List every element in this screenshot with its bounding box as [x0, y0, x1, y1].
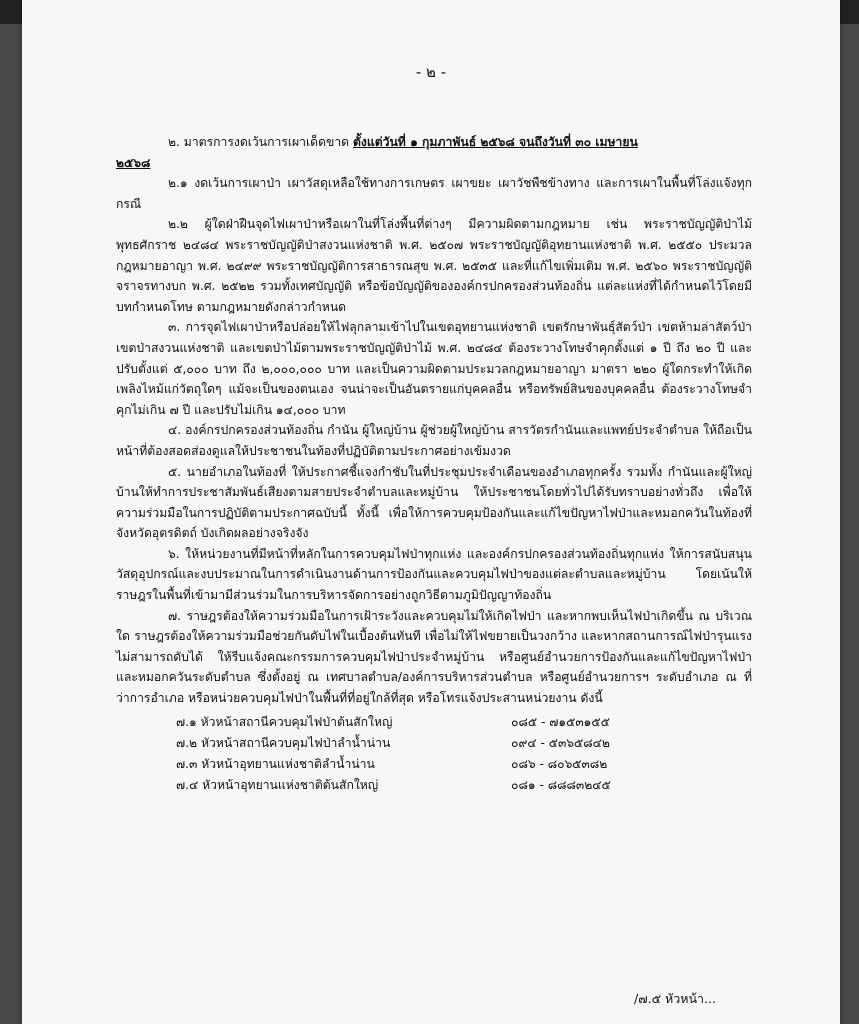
heading-line-2-wrap [116, 153, 752, 174]
contact-phone: ๐๘๕ - ๗๑๕๓๑๕๕ [511, 714, 610, 729]
contact-row [116, 775, 752, 796]
page-number: - ๒ - [415, 63, 447, 81]
heading-line-2: ๒๕๖๘ [116, 155, 151, 170]
contact-list [116, 712, 752, 796]
contact-phone: ๐๙๔ - ๕๓๖๕๘๔๒ [511, 735, 610, 750]
contact-label: ๗.๔ หัวหน้าอุทยานแห่งชาติต้นสักใหญ่ [176, 777, 379, 792]
section-heading [116, 132, 752, 153]
paragraph-6: ๖. ให้หน่วยงานที่มีหน้าที่หลักในการควบคุมไฟป่าทุกแห่ง และองค์กรปกครองส่วนท้องถิ่นทุกแห่ง ให้การสนับสนุนวัสดุอุปกรณ์และงบประมาณในการดำเนินงานด้านการป้องกันและควบคุมไฟป่าของแต่ละตำบลและหมู่บ้าน โดยเน้นให้ราษฎรในพื้นที่เข้ามามีส่วนร่วมในการบริหารจัดการอย่างถูกวิธีตามภูมิปัญญาท้องถิ่น [116, 546, 752, 603]
paragraph-2-1: ๒.๑ งดเว้นการเผาป่า เผาวัสดุเหลือใช้ทางการเกษตร เผาขยะ เผาวัชพืชข้างทาง และการเผาในพื้นที่โล่งแจ้งทุกกรณี [116, 176, 752, 211]
paragraph-4: ๔. องค์กรปกครองส่วนท้องถิ่น กำนัน ผู้ใหญ่บ้าน ผู้ช่วยผู้ใหญ่บ้าน สารวัตรกำนันและแพทย์ประจำตำบล ให้ถือเป็นหน้าที่ต้องสอดส่องดูแลให้ประชาชนในท้องที่ปฏิบัติตามประกาศอย่างเข้มงวด [116, 423, 752, 458]
document-body [116, 132, 752, 796]
heading-prefix: ๒. มาตรการงดเว้นการเผาเด็ดขาด [168, 135, 353, 149]
paragraph-2-2: ๒.๒ ผู้ใดฝ่าฝืนจุดไฟเผาป่าหรือเผาในที่โล่งพื้นที่ต่างๆ มีความผิดตามกฎหมาย เช่น พระราชบัญญัติป่าไม้ พุทธศักราช ๒๔๘๔ พระราชบัญญัติป่าสงวนแห่งชาติ พ.ศ. ๒๕๐๗ พระราชบัญญัติอุทยานแห่งชาติ พ.ศ. ๒๕๕๐ ประมวลกฎหมายอาญา พ.ศ. ๒๔๙๙ พระราชบัญญัติการสาธารณสุข พ.ศ. ๒๕๓๕ และที่แก้ไขเพิ่มเติม พ.ศ. ๒๕๖๐ พระราชบัญญัติจราจรทางบก พ.ศ. ๒๕๒๒ รวมทั้งเทศบัญญัติ หรือข้อบัญญัติขององค์กรปกครองส่วนท้องถิ่น แต่ละแห่งที่ได้กำหนดไว้โดยมีบทกำหนดโทษ ตามกฎหมายดังกล่าวกำหนด [116, 217, 752, 314]
contact-label: ๗.๑ หัวหน้าสถานีควบคุมไฟป่าต้นสักใหญ่ [176, 714, 393, 729]
document-page [22, 0, 840, 1024]
contact-label: ๗.๓ หัวหน้าอุทยานแห่งชาติลำน้ำน่าน [176, 756, 375, 771]
paragraph-3: ๓. การจุดไฟเผาป่าหรือปล่อยให้ไฟลุกลามเข้าไปในเขตอุทยานแห่งชาติ เขตรักษาพันธุ์สัตว์ป่า เขตห้ามล่าสัตว์ป่า เขตป่าสงวนแห่งชาติ และเขตป่าไม้ตามพระราชบัญญัติป่าไม้ พ.ศ. ๒๔๘๔ ต้องระวางโทษจำคุกตั้งแต่ ๑ ปี ถึง ๒๐ ปี และปรับตั้งแต่ ๕,๐๐๐ บาท ถึง ๒,๐๐๐,๐๐๐ บาท และเป็นความผิดตามประมวลกฎหมายอาญา มาตรา ๒๒๐ ผู้ใดกระทำให้เกิดเพลิงไหม้แก่วัตถุใดๆ แม้จะเป็นของตนเอง จนน่าจะเป็นอันตรายแก่บุคคลอื่น หรือทรัพย์สินของบุคคลอื่น ต้องระวางโทษจำคุกไม่เกิน ๗ ปี และปรับไม่เกิน ๑๔,๐๐๐ บาท [116, 320, 752, 417]
contact-label: ๗.๒ หัวหน้าสถานีควบคุมไฟป่าลำน้ำน่าน [176, 735, 391, 750]
contact-phone: ๐๘๖ - ๘๐๖๕๓๘๒ [511, 756, 608, 771]
continuation-note: /๗.๕ หัวหน้า... [634, 991, 717, 1006]
contact-row [116, 733, 752, 754]
paragraph-7: ๗. ราษฎรต้องให้ความร่วมมือในการเฝ้าระวังและควบคุมไม่ให้เกิดไฟป่า และหากพบเห็นไฟป่าเกิดขึ้น ณ บริเวณใด ราษฎรต้องให้ความร่วมมือช่วยกันดับไฟในเบื้องต้นทันที เพื่อไม่ให้ไฟขยายเป็นวงกว้าง และหากสถานการณ์ไฟป่ารุนแรงไม่สามารถดับได้ ให้รีบแจ้งคณะกรรมการควบคุมไฟป่าประจำหมู่บ้าน หรือศูนย์อำนวยการป้องกันและแก้ไขปัญหาไฟป่าและหมอกควันระดับตำบล ซึ่งตั้งอยู่ ณ เทศบาลตำบล/องค์การบริหารส่วนตำบล หรือศูนย์อำนวยการฯ ระดับอำเภอ ณ ที่ว่าการอำเภอ หรือหน่วยควบคุมไฟป่าในพื้นที่ที่อยู่ใกล้ที่สุด หรือโทรแจ้งประสานหน่วยงาน ดังนี้ [116, 608, 752, 706]
heading-date-range: ตั้งแต่วันที่ ๑ กุมภาพันธ์ ๒๕๖๘ จนถึงวันที่ ๓๐ เมษายน [352, 135, 638, 149]
contact-phone: ๐๘๑ - ๘๘๘๓๒๔๕ [511, 777, 611, 792]
paragraph-5: ๕. นายอำเภอในท้องที่ ให้ประกาศชี้แจงกำชับในที่ประชุมประจำเดือนของอำเภอทุกครั้ง รวมทั้ง กำนันและผู้ใหญ่บ้านให้ทำการประชาสัมพันธ์เสียงตามสายประจำตำบลและหมู่บ้าน ให้ประชาชนโดยทั่วไปได้รับทราบอย่างทั่วถึง เพื่อให้ความร่วมมือในการปฏิบัติตามประกาศฉบับนี้ ทั้งนี้ เพื่อให้การควบคุมป้องกันและแก้ไขปัญหาไฟป่าและหมอกควันในท้องที่จังหวัดอุตรดิตถ์ บังเกิดผลอย่างจริงจัง [116, 464, 752, 541]
contact-row [116, 754, 752, 775]
contact-row [116, 712, 752, 733]
